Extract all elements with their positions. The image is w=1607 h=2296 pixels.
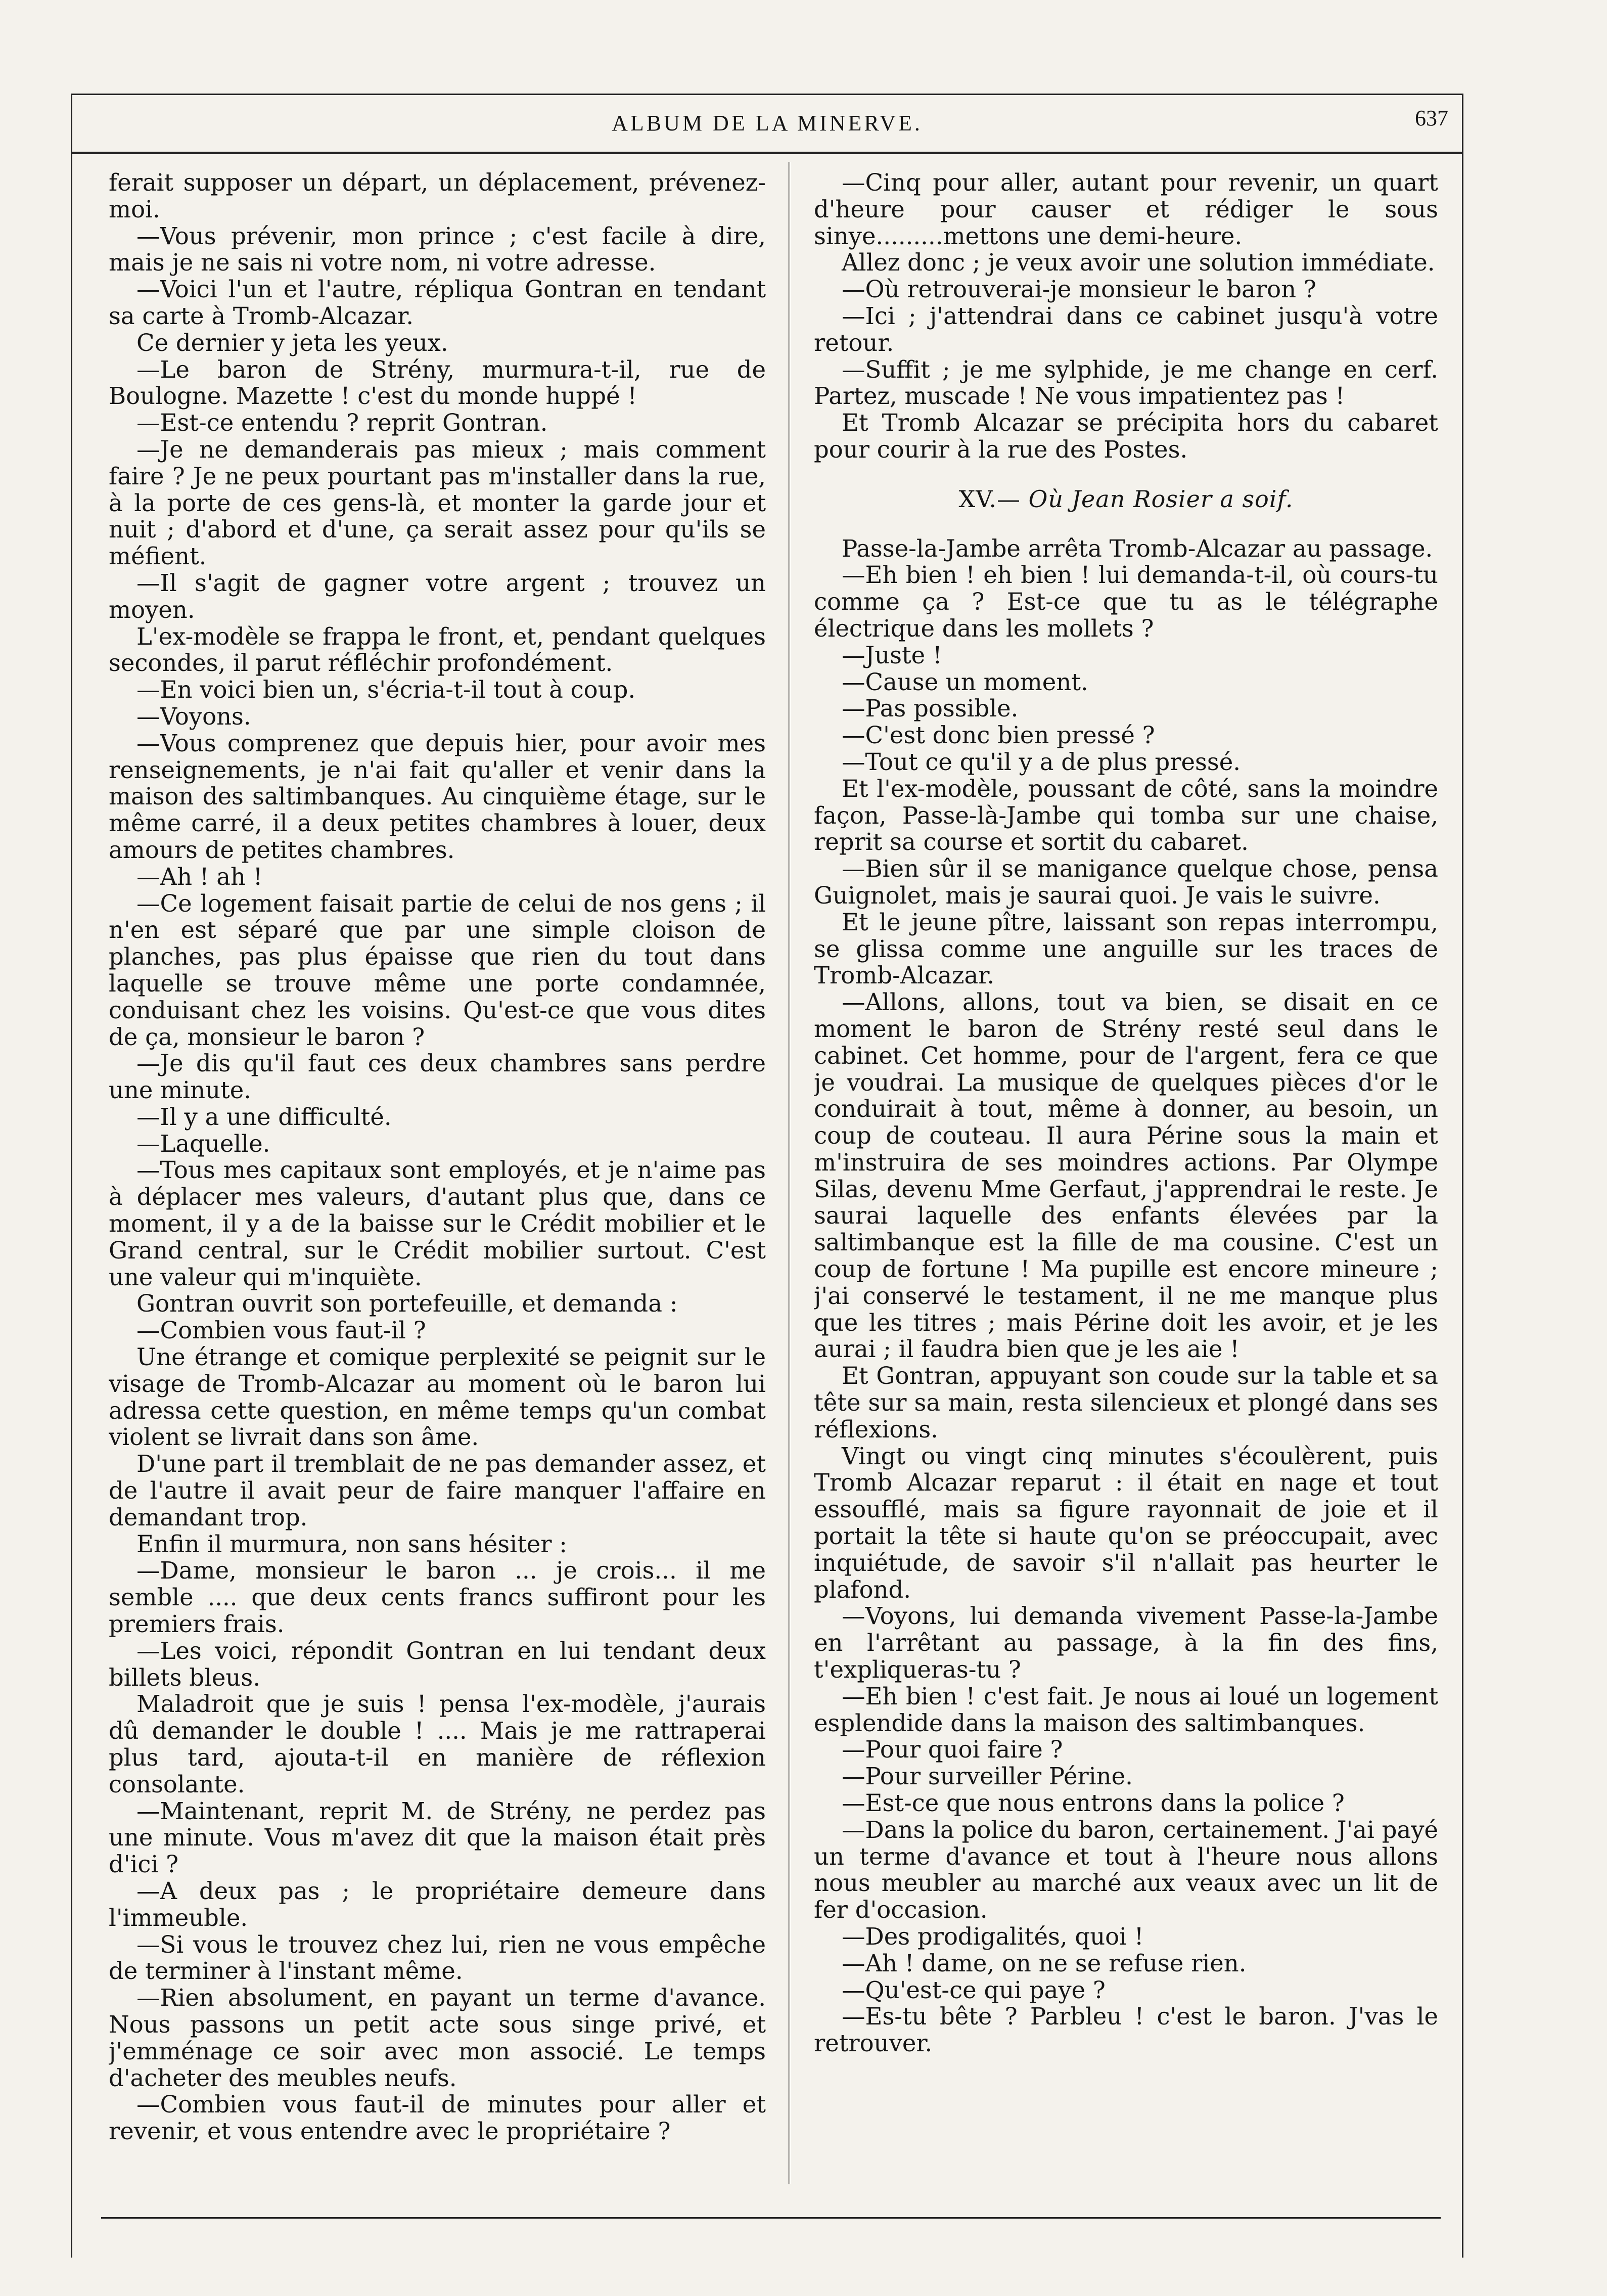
paragraph: —Eh bien ! eh bien ! lui demanda-t-il, où cours-tu comme ça ? Est-ce que tu as le télégraphe électrique dans les mollets ?: [814, 561, 1438, 642]
paragraph: ferait supposer un départ, un déplacement, prévenez-moi.: [109, 169, 766, 223]
paragraph: —Je dis qu'il faut ces deux chambres sans perdre une minute.: [109, 1050, 766, 1104]
paragraph: —Ici ; j'attendrai dans ce cabinet jusqu'à votre retour.: [814, 302, 1438, 356]
paragraph: —Eh bien ! c'est fait. Je nous ai loué un logement esplendide dans la maison des saltimbanques.: [814, 1682, 1438, 1737]
paragraph: Passe-la-Jambe arrêta Tromb-Alcazar au passage.: [842, 534, 1433, 562]
paragraph: Et l'ex-modèle, poussant de côté, sans la moindre façon, Passe-là-Jambe qui tomba sur une chaise, reprit sa course et sortit du cabaret.: [814, 775, 1438, 856]
paragraph: —Ah ! ah !: [136, 863, 263, 890]
paragraph: —Il s'agit de gagner votre argent ; trouvez un moyen.: [109, 569, 766, 623]
paragraph: —Bien sûr il se manigance quelque chose, pensa Guignolet, mais je saurai quoi. Je vais le suivre.: [814, 855, 1438, 909]
paragraph: —Voici l'un et l'autre, répliqua Gontran en tendant sa carte à Tromb-Alcazar.: [109, 276, 766, 330]
paragraph: —Combien vous faut-il ?: [136, 1317, 426, 1344]
paragraph: Et le jeune pître, laissant son repas interrompu, se glissa comme une anguille sur les traces de Tromb-Alcazar.: [814, 908, 1438, 989]
paragraph: —Des prodigalités, quoi !: [842, 1923, 1144, 1950]
chapter-number: XV.—: [958, 485, 1021, 513]
paragraph: —Si vous le trouvez chez lui, rien ne vous empêche de terminer à l'instant même.: [109, 1930, 766, 1985]
paragraph: —Tout ce qu'il y a de plus pressé.: [842, 748, 1241, 776]
paragraph: Vingt ou vingt cinq minutes s'écoulèrent, puis Tromb Alcazar reparut : il était en nage et tout essoufflé, mais sa figure rayonnait de joie et il portait la tête si haute qu'on se préoccupait, avec inquiétude, de savoir s'il n'allait pas heurter le plafond.: [814, 1442, 1438, 1603]
paragraph: —Rien absolument, en payant un terme d'avance. Nous passons un petit acte sous singe privé, et j'emménage ce soir avec mon associé. Le temps d'acheter des meubles neufs.: [109, 1984, 766, 2092]
page-number: 637: [1415, 106, 1448, 130]
paragraph: —Tous mes capitaux sont employés, et je n'aime pas à déplacer mes valeurs, d'autant plus que, dans ce moment, il y a de la baisse sur le Crédit mobilier et le Grand central, sur le Crédit mobilier surtout. C'est une valeur qui m'inquiète.: [109, 1156, 766, 1291]
paragraph: —Pour quoi faire ?: [842, 1736, 1063, 1764]
paragraph: Enfin il murmura, non sans hésiter :: [136, 1530, 567, 1558]
paragraph: —Allons, allons, tout va bien, se disait en ce moment le baron de Strény resté seul dans le cabinet. Cet homme, pour de l'argent, fera ce que je voudrai. La musique de quelques pièces d'or le conduirait à tout, même à donner, au besoin, un coup de couteau. Il aura Périne sous la main et m'instruira de ses moindres actions. Par Olympe Silas, devenu Mme Gerfaut, j'apprendrai le reste. Je saurai laquelle des enfants élevées par la saltimbanque est la fille de ma cousine. C'est un coup de fortune ! Ma pupille est encore mineure ; j'ai conservé le testament, il ne me manque plus que les titres ; mais Périne doit les avoir, et je les aurai ; il faudra bien que je les aie !: [814, 988, 1438, 1363]
paragraph: —Je ne demanderais pas mieux ; mais comment faire ? Je ne peux pourtant pas m'installer dans la rue, à la porte de ces gens-là, et monter la garde jour et nuit ; d'abord et d'une, ça serait assez pour qu'ils se méfient.: [109, 435, 766, 570]
paragraph: —Où retrouverai-je monsieur le baron ?: [842, 276, 1316, 303]
bottom-rule: [101, 2217, 1441, 2219]
paragraph: —Maintenant, reprit M. de Strény, ne perdez pas une minute. Vous m'avez dit que la maison était près d'ici ?: [109, 1797, 766, 1878]
paragraph: Gontran ouvrit son portefeuille, et demanda :: [136, 1290, 678, 1318]
left-column: [109, 169, 766, 2217]
paragraph: —Le baron de Strény, murmura-t-il, rue de Boulogne. Mazette ! c'est du monde huppé !: [109, 355, 766, 410]
paragraph: —Pas possible.: [842, 695, 1019, 723]
journal-title: ALBUM DE LA MINERVE.: [612, 111, 923, 136]
paragraph: —C'est donc bien pressé ?: [842, 722, 1155, 749]
paragraph: —Vous prévenir, mon prince ; c'est facile à dire, mais je ne sais ni votre nom, ni votre adresse.: [109, 222, 766, 277]
chapter-heading: [814, 486, 1438, 513]
paragraph: —Est-ce que nous entrons dans la police ?: [842, 1789, 1345, 1817]
paragraph: Et Tromb Alcazar se précipita hors du cabaret pour courir à la rue des Postes.: [814, 409, 1438, 463]
paragraph: —Dame, monsieur le baron ... je crois... il me semble .... que deux cents francs suffiront pour les premiers frais.: [109, 1557, 766, 1638]
column-divider: [789, 162, 790, 2184]
paragraph: —Voyons, lui demanda vivement Passe-la-Jambe en l'arrêtant au passage, à la fin des fins, t'expliqueras-tu ?: [814, 1602, 1438, 1684]
paragraph: —Pour surveiller Périne.: [842, 1763, 1133, 1790]
paragraph: —Combien vous faut-il de minutes pour aller et revenir, et vous entendre avec le propriétaire ?: [109, 2091, 766, 2145]
paragraph: —Cinq pour aller, autant pour revenir, un quart d'heure pour causer et rédiger le sous sinye.........mettons une demi-heure.: [814, 169, 1438, 250]
paragraph: —Suffit ; je me sylphide, je me change en cerf. Partez, muscade ! Ne vous impatientez pas !: [814, 355, 1438, 410]
paragraph: —En voici bien un, s'écria-t-il tout à coup.: [136, 676, 636, 704]
paragraph: —Es-tu bête ? Parbleu ! c'est le baron. J'vas le retrouver.: [814, 2003, 1438, 2057]
paragraph: —Ah ! dame, on ne se refuse rien.: [842, 1949, 1247, 1977]
paragraph: —Il y a une difficulté.: [136, 1103, 392, 1131]
paragraph: —A deux pas ; le propriétaire demeure dans l'immeuble.: [109, 1877, 766, 1931]
paragraph: D'une part il tremblait de ne pas demander assez, et de l'autre il avait peur de faire manquer l'affaire en demandant trop.: [109, 1450, 766, 1531]
paragraph: —Les voici, répondit Gontran en lui tendant deux billets bleus.: [109, 1637, 766, 1691]
right-column: [814, 169, 1438, 2217]
paragraph: Ce dernier y jeta les yeux.: [136, 329, 448, 356]
paragraph: —Ce logement faisait partie de celui de nos gens ; il n'en est séparé que par une simple cloison de planches, pas plus épaisse que rien du tout dans laquelle se trouve même une porte condamnée, conduisant chez les voisins. Qu'est-ce que vous dites de ça, monsieur le baron ?: [109, 889, 766, 1051]
paragraph: Une étrange et comique perplexité se peignit sur le visage de Tromb-Alcazar au moment où le baron lui adressa cette question, en même temps qu'un combat violent se livrait dans son âme.: [109, 1343, 766, 1451]
paragraph: —Cause un moment.: [842, 668, 1088, 696]
paragraph: L'ex-modèle se frappa le front, et, pendant quelques secondes, il parut réfléchir profondément.: [109, 622, 766, 677]
paragraph: —Vous comprenez que depuis hier, pour avoir mes renseignements, je n'ai fait qu'aller et venir dans la maison des saltimbanques. Au cinquième étage, sur le même carré, il a deux petites chambres à louer, deux amours de petites chambres.: [109, 729, 766, 864]
paragraph: —Qu'est-ce qui paye ?: [842, 1976, 1106, 2004]
paragraph: Maladroit que je suis ! pensa l'ex-modèle, j'aurais dû demander le double ! .... Mais je me rattraperai plus tard, ajouta-t-il en manière de réflexion consolante.: [109, 1690, 766, 1798]
page-header: [71, 94, 1463, 154]
paragraph: Allez donc ; je veux avoir une solution immédiate.: [842, 249, 1435, 277]
paragraph: —Dans la police du baron, certainement. J'ai payé un terme d'avance et tout à l'heure nous allons nous meubler au marché aux veaux avec un lit de fer d'occasion.: [814, 1816, 1438, 1924]
paragraph: Et Gontran, appuyant son coude sur la table et sa tête sur sa main, resta silencieux et plongé dans ses réflexions.: [814, 1362, 1438, 1443]
chapter-title: Où Jean Rosier a soif.: [1028, 485, 1294, 513]
paragraph: —Laquelle.: [136, 1130, 270, 1157]
paragraph: —Juste !: [842, 641, 942, 669]
paragraph: —Est-ce entendu ? reprit Gontran.: [136, 409, 548, 437]
paragraph: —Voyons.: [136, 702, 251, 730]
